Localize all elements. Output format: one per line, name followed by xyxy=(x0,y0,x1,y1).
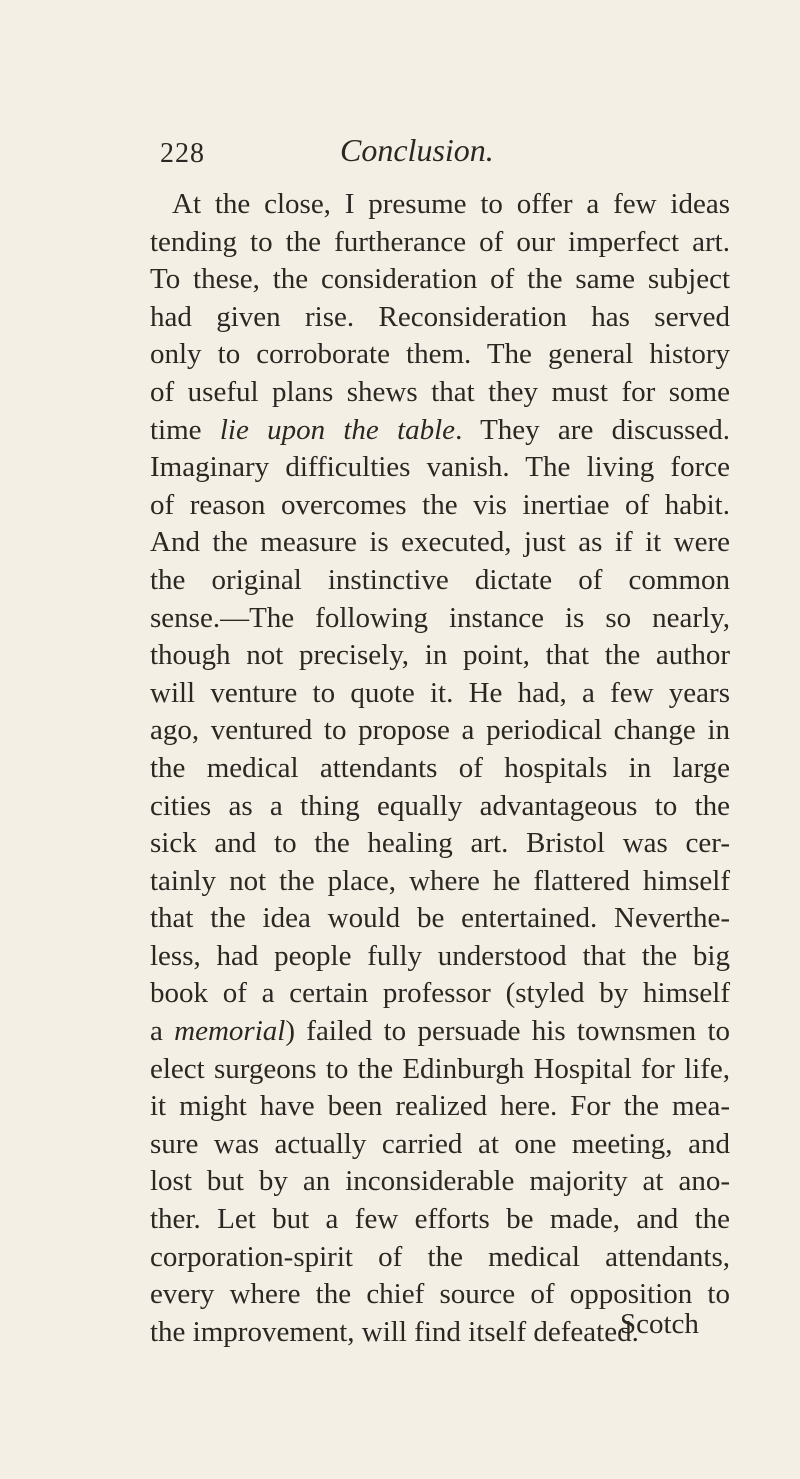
text-line: that the idea would be entertained. Neverthe- xyxy=(150,902,730,935)
text-line: sense.—The following instance is so nearly, xyxy=(150,601,730,634)
text-line: tainly not the place, where he flattered himself xyxy=(150,864,730,897)
text-line: the original instinctive dictate of common xyxy=(150,563,730,596)
italic-phrase: memorial xyxy=(174,1015,286,1048)
catchword: Scotch xyxy=(620,1308,699,1340)
text-line: of reason overcomes the vis inertiae of habit. xyxy=(150,488,730,521)
text-line: At the close, I presume to offer a few ideas xyxy=(172,188,730,220)
text-line: the improvement, will find itself defeated. xyxy=(150,1315,639,1348)
text-line: cities as a thing equally advantageous to the xyxy=(150,789,730,822)
text-line: it might have been realized here. For the mea- xyxy=(150,1090,730,1123)
text-line: only to corroborate them. The general history xyxy=(150,338,730,371)
text-line: of useful plans shews that they must for some xyxy=(150,375,730,408)
running-head: Conclusion. xyxy=(340,132,494,168)
text-line: a memorial) failed to persuade his townsmen to xyxy=(150,1015,730,1048)
text-line: less, had people fully understood that the big xyxy=(150,939,730,972)
text-line: ago, ventured to propose a periodical change in xyxy=(150,714,730,747)
page-number: 228 xyxy=(160,138,205,169)
text-line: tending to the furtherance of our imperfect art. xyxy=(150,225,730,258)
text-line: will venture to quote it. He had, a few years xyxy=(150,676,730,709)
text-line: elect surgeons to the Edinburgh Hospital for life, xyxy=(150,1052,730,1085)
text-line: the medical attendants of hospitals in large xyxy=(150,751,730,784)
text-line: lost but by an inconsiderable majority at ano- xyxy=(150,1165,730,1198)
text-line: though not precisely, in point, that the author xyxy=(150,639,730,672)
text-line: book of a certain professor (styled by himself xyxy=(150,977,730,1010)
text-line: time lie upon the table. They are discussed. xyxy=(150,413,731,446)
text-line: sick and to the healing art. Bristol was cer- xyxy=(150,827,730,860)
italic-phrase: lie upon the table xyxy=(219,413,456,446)
page-header xyxy=(160,118,720,178)
text-line: To these, the consideration of the same subject xyxy=(150,263,730,296)
text-line: every where the chief source of opposition to xyxy=(150,1278,730,1311)
text-line: Imaginary difficulties vanish. The living force xyxy=(150,451,730,484)
text-line: ther. Let but a few efforts be made, and the xyxy=(150,1203,730,1236)
text-line: corporation-spirit of the medical attendants, xyxy=(150,1240,730,1273)
text-line: had given rise. Reconsideration has served xyxy=(150,300,730,333)
text-body xyxy=(150,186,730,1351)
text-line: And the measure is executed, just as if it were xyxy=(150,526,730,559)
text-line: sure was actually carried at one meeting, and xyxy=(150,1127,730,1160)
